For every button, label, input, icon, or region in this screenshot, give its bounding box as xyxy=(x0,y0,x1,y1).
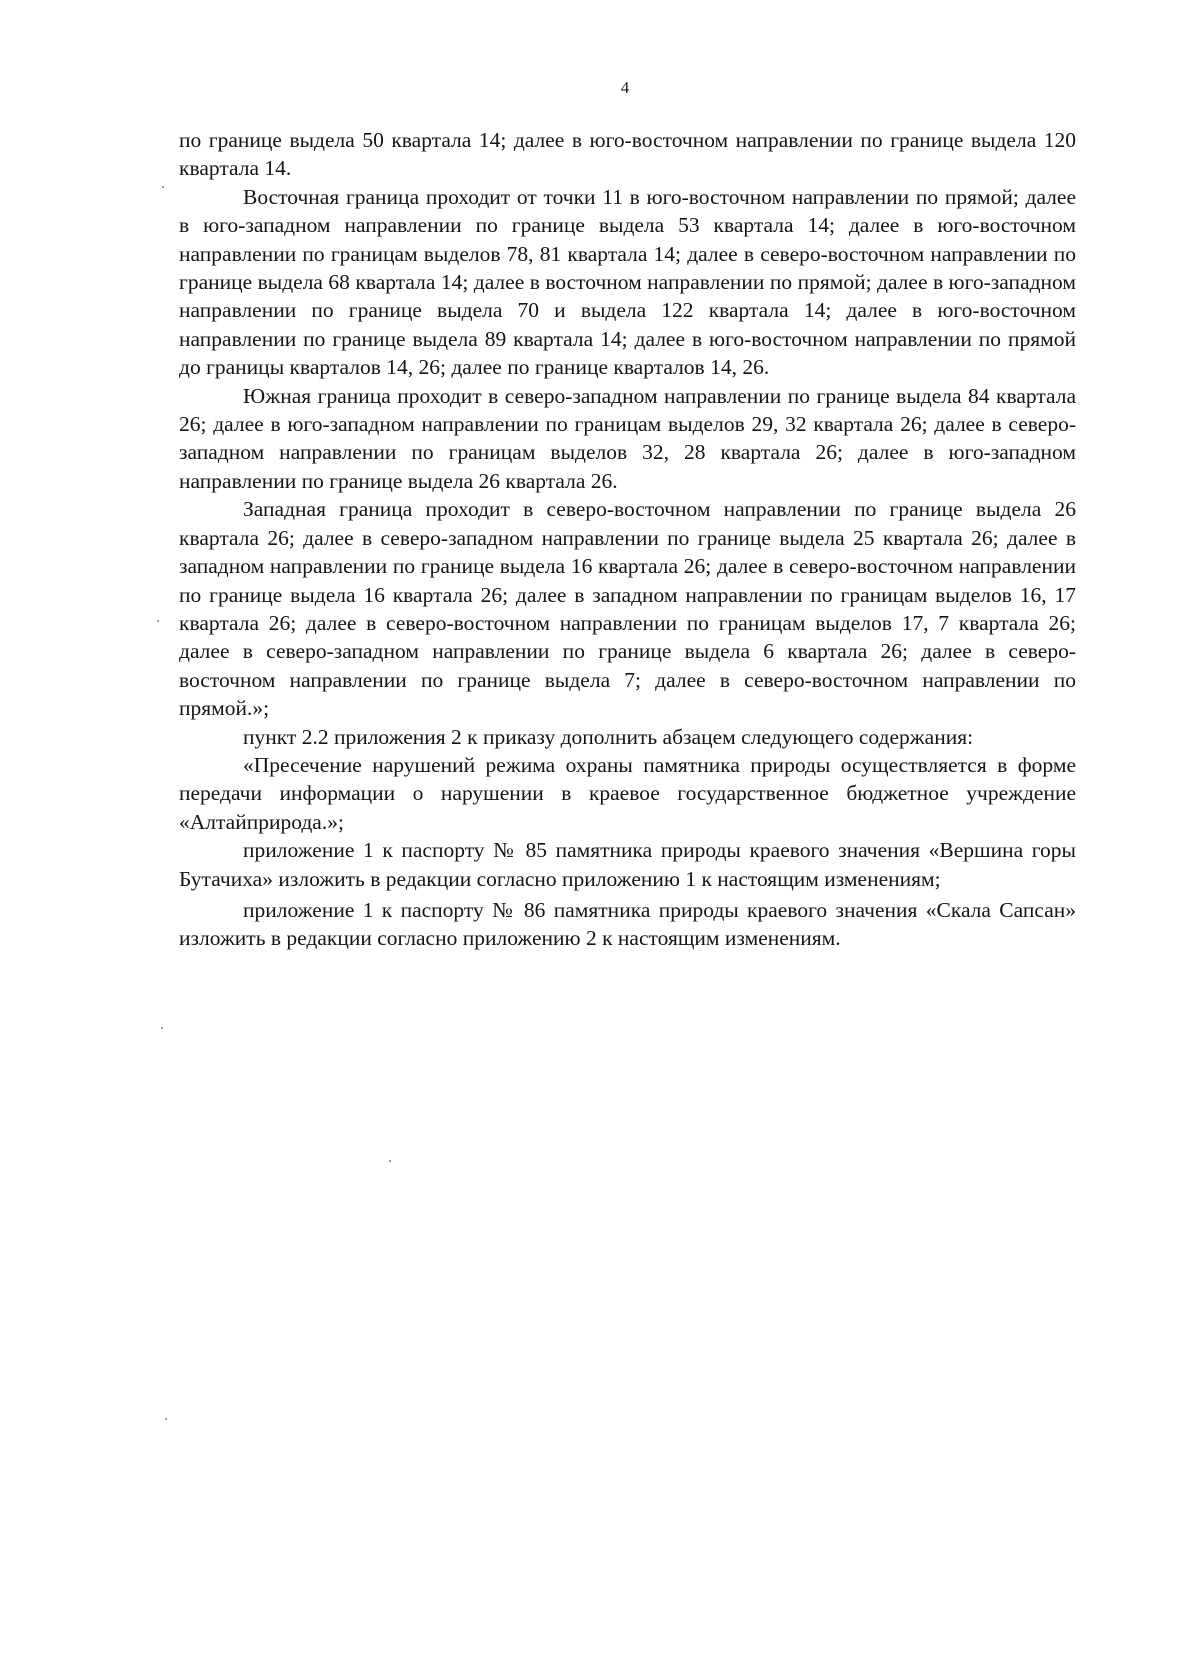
paragraph-southern-border: Южная граница проходит в северо-западном направлении по границе выдела 84 квартала 26; далее в юго-западном направлении по границам выделов 29, 32 квартала 26; далее в северо-западном направлении по границам выделов 32, 28 квартала 26; далее в юго-западном направлении по границе выдела 26 квартала 26. xyxy=(179,383,1076,493)
paragraph-passport-85: приложение 1 к паспорту № 85 памятника природы краевого значения «Вершина горы Бутачиха» изложить в редакции согласно приложению 1 к настоящим изменениям; xyxy=(179,838,1076,891)
scan-speck xyxy=(162,186,164,188)
paragraph-western-border: Западная граница проходит в северо-восточном направлении по границе выдела 26 квартала 26; далее в северо-западном направлении по границе выдела 25 квартала 26; далее в западном направлении по границе выдела 16 квартала 26; далее в северо-восточном направлении по границе выдела 16 квартала 26; далее в западном направлении по границам выделов 16, 17 квартала 26; далее в северо-восточном направлении по границам выделов 17, 7 квартала 26; далее в северо-западном направлении по границе выдела 6 квартала 26; далее в северо-восточном направлении по границе выдела 7; далее в северо-восточном направлении по прямой.»; xyxy=(179,497,1076,721)
paragraph-enforcement: «Пресечение нарушений режима охраны памятника природы осуществляется в форме передачи информации о нарушении в краевое государственное бюджетное учреждение «Алтайприрода.»; xyxy=(179,752,1076,834)
paragraph-continuation: по границе выдела 50 квартала 14; далее в юго-восточном направлении по границе выдела 120 квартала 14. xyxy=(179,128,1076,181)
scan-speck xyxy=(157,620,159,622)
document-body xyxy=(179,126,1076,953)
page-number: 4 xyxy=(620,78,630,97)
scan-speck xyxy=(165,1418,167,1420)
scan-speck xyxy=(161,1027,163,1029)
paragraph-amendment-clause: пункт 2.2 приложения 2 к приказу дополнить абзацем следующего содержания: xyxy=(243,724,974,749)
paragraph-eastern-border: Восточная граница проходит от точки 11 в юго-восточном направлении по прямой; далее в юго-западном направлении по границе выдела 53 квартала 14; далее в юго-восточном направлении по границам выделов 78, 81 квартала 14; далее в северо-восточном направлении по границе выдела 68 квартала 14; далее в восточном направлении по прямой; далее в юго-западном направлении по границе выдела 70 и выдела 122 квартала 14; далее в юго-восточном направлении по границе выдела 89 квартала 14; далее в юго-восточном направлении по прямой до границы кварталов 14, 26; далее по границе кварталов 14, 26. xyxy=(179,184,1076,380)
paragraph-passport-86: приложение 1 к паспорту № 86 памятника природы краевого значения «Скала Сапсан» изложить в редакции согласно приложению 2 к настоящим изменениям. xyxy=(179,897,1076,951)
scan-speck xyxy=(389,1160,391,1162)
